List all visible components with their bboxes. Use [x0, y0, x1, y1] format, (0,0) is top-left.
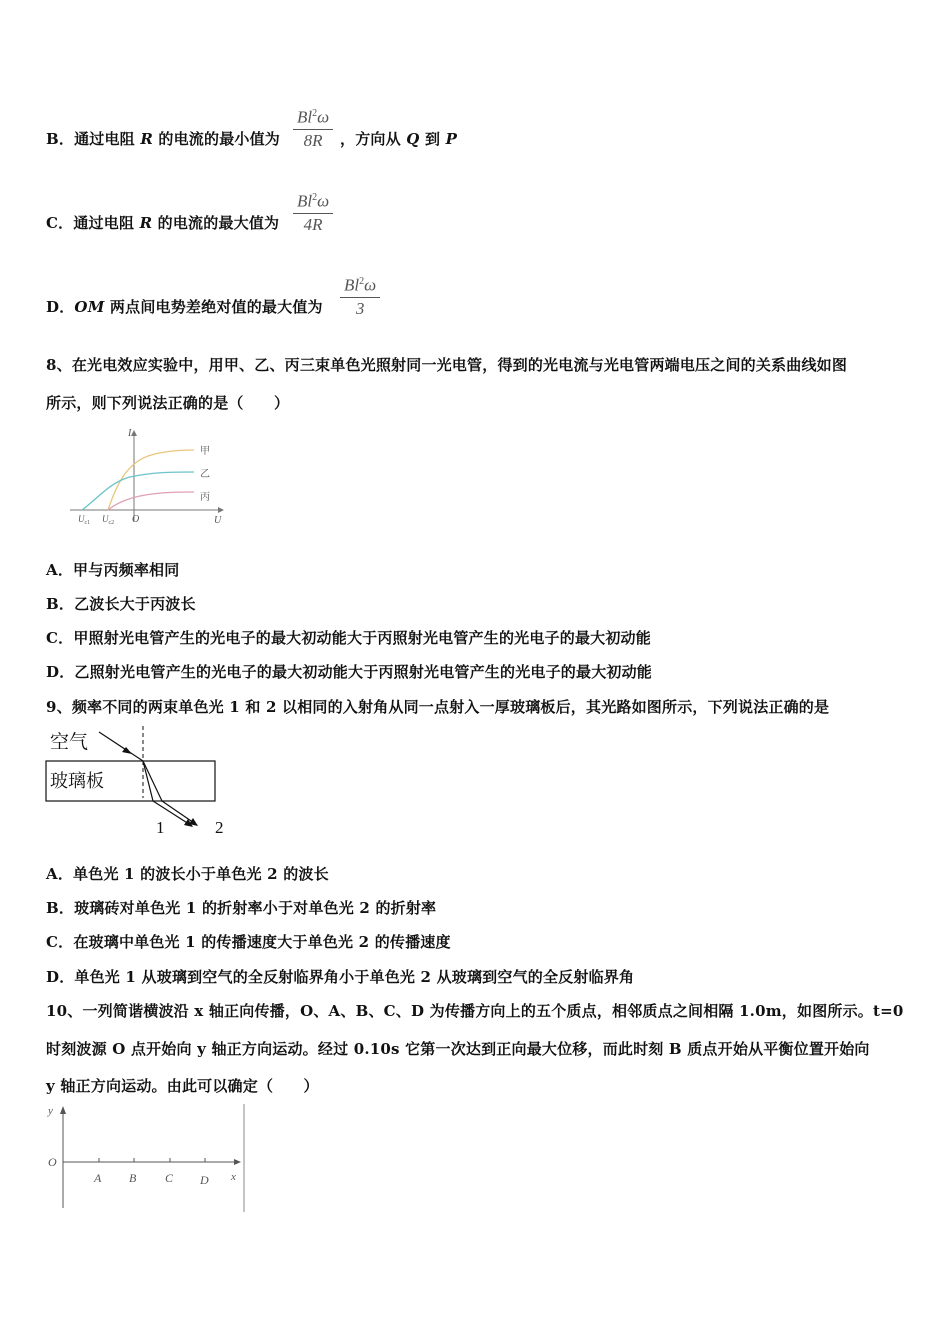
q8-label-yi: 乙	[200, 469, 210, 480]
q10-label-a: A	[94, 1171, 102, 1185]
q9-air-label: 空气	[50, 731, 89, 753]
q8-option-d: D．乙照射光电管产生的光电子的最大初动能大于丙照射光电管产生的光电子的最大初动能	[46, 663, 653, 681]
q9-option-a: A．单色光 1 的波长小于单色光 2 的波长	[46, 865, 329, 883]
q8-origin-label: O	[132, 514, 140, 525]
q7-option-d	[46, 296, 323, 317]
q7-d-numerator: Bl$^2$ω	[344, 275, 377, 295]
q8-option-a: A．甲与丙频率相同	[46, 561, 180, 579]
q8-y-axis-arrow	[131, 430, 137, 436]
q8-uc2-label: $U_{c2}$	[102, 514, 115, 526]
q7-option-c	[46, 212, 279, 233]
q9-ray2-label: 2	[215, 818, 224, 837]
q10-stem-line1: 10、一列简谐横波沿 x 轴正向传播，O、A、B、C、D 为传播方向上的五个质点，相邻质点之间相隔 1.0m，如图所示。t=0	[46, 1002, 904, 1020]
q9-ray1-glass	[143, 761, 153, 801]
q8-curve-yi	[82, 472, 194, 510]
q8-uc1-label: $U_{c1}$	[78, 514, 91, 526]
q8-curve-bing	[108, 492, 194, 510]
q9-glass-label: 玻璃板	[50, 771, 104, 792]
q9-option-d: D．单色光 1 从玻璃到空气的全反射临界角小于单色光 2 从玻璃到空气的全反射临界角	[46, 968, 635, 986]
q10-origin-label: O	[48, 1155, 57, 1169]
q10-label-c: C	[165, 1171, 174, 1185]
q9-incident-ray	[99, 732, 143, 761]
q7-c-prefix: C．通过电阻	[46, 214, 140, 232]
q10-x-axis-arrow	[234, 1159, 241, 1165]
q7-b-suffix: ，方向从 Q 到 P	[340, 130, 458, 148]
q7-d-fraction	[340, 271, 380, 320]
q7-c-numerator: Bl$^2$ω	[297, 191, 330, 211]
q7-d-prefix: D．	[46, 298, 75, 316]
q10-stem-line2: 时刻波源 O 点开始向 y 轴正方向运动。经过 0.10s 它第一次达到正向最大位移，而此时刻 B 质点开始从平衡位置开始向	[46, 1040, 870, 1058]
q7-c-mid: 的电流的最大值为	[152, 214, 280, 232]
q7-c-denominator: 4R	[303, 214, 323, 234]
q10-y-axis-arrow	[60, 1106, 66, 1114]
q7-c-fraction	[293, 187, 333, 236]
q8-option-c: C．甲照射光电管产生的光电子的最大初动能大于丙照射光电管产生的光电子的最大初动能	[46, 629, 651, 647]
q9-ray1-label: 1	[156, 818, 165, 837]
q8-x-label: U	[214, 515, 222, 526]
q7-c-var: R	[139, 214, 153, 232]
q7-b-mid: 的电流的最小值为	[152, 130, 281, 148]
q8-y-label: I	[128, 428, 132, 439]
q7-b-fraction	[293, 103, 333, 152]
q9-option-b: B．玻璃砖对单色光 1 的折射率小于对单色光 2 的折射率	[46, 899, 437, 917]
q8-label-bing: 丙	[200, 492, 210, 503]
q10-label-b: B	[129, 1171, 137, 1185]
q8-option-b: B．乙波长大于丙波长	[46, 595, 196, 613]
q7-d-denominator: 3	[355, 298, 365, 318]
q10-label-d: D	[200, 1173, 209, 1187]
q10-x-label: x	[231, 1171, 236, 1183]
q7-b-numerator: Bl$^2$ω	[297, 107, 330, 127]
q7-b-var: R	[140, 130, 153, 148]
q9-stem-line1: 9、频率不同的两束单色光 1 和 2 以相同的入射角从同一点射入一厚玻璃板后，其光路如图所示，下列说法正确的是	[46, 698, 830, 716]
q10-stem-line3: y 轴正方向运动。由此可以确定（ ）	[46, 1077, 319, 1095]
q8-stem-line1: 8、在光电效应实验中，用甲、乙、丙三束单色光照射同一光电管，得到的光电流与光电管两端电压之间的关系曲线如图	[46, 356, 848, 374]
q7-option-b	[46, 128, 280, 149]
q7-d-var: OM	[74, 298, 105, 316]
q9-ray2-glass	[143, 761, 162, 801]
q8-label-jia: 甲	[200, 446, 210, 457]
q7-d-mid: 两点间电势差绝对值的最大值为	[104, 298, 323, 316]
q8-stem-line2: 所示，则下列说法正确的是（ ）	[46, 394, 290, 412]
q8-photocurrent-figure	[68, 426, 228, 528]
q10-wave-axis-figure	[44, 1102, 250, 1214]
q7-b-prefix: B．通过电阻	[46, 130, 141, 148]
q10-y-label: y	[48, 1105, 53, 1117]
q7-b-denominator: 8R	[303, 130, 323, 150]
q9-option-c: C．在玻璃中单色光 1 的传播速度大于单色光 2 的传播速度	[46, 933, 451, 951]
q8-x-axis-arrow	[218, 507, 224, 513]
q9-refraction-figure	[44, 726, 240, 840]
